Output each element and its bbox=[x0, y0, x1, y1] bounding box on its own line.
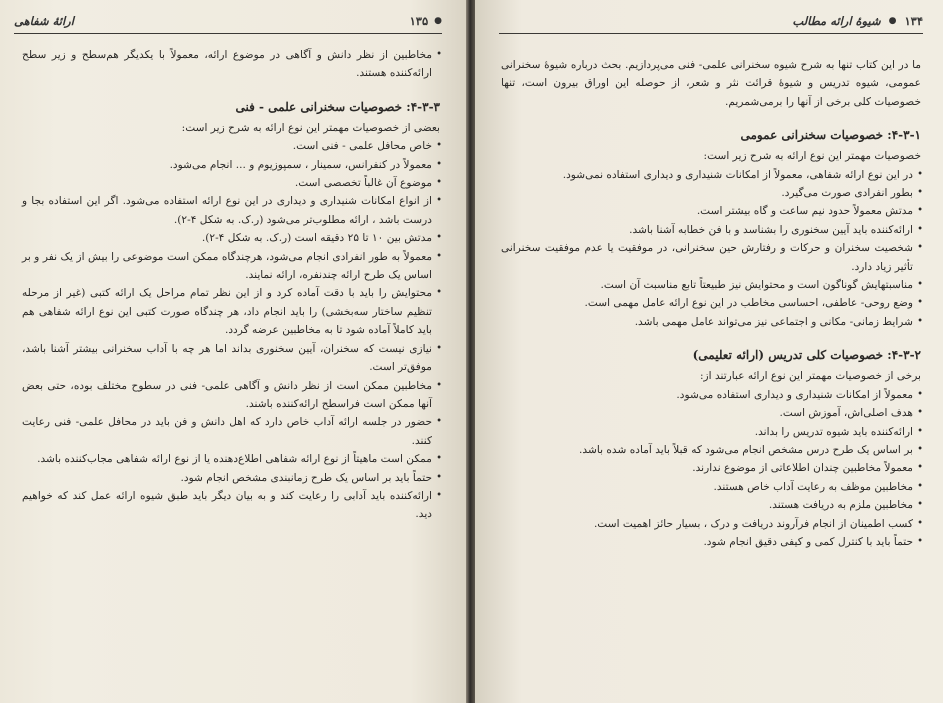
book-gutter bbox=[466, 0, 475, 703]
left-bullet: • مدتش بین ۱۰ تا ۲۵ دقیقه است (ر.ک. به شکل ۴-۲). bbox=[22, 229, 440, 247]
left-bullet: • نیازی نیست که سخنران، آیین سخنوری بداند اما هر چه با آداب سخنرانی بیشتر آشنا باشد، موفق‌تر است. bbox=[22, 340, 440, 377]
right-section2-bullet: • مخاطبین ملزم به دریافت هستند. bbox=[501, 496, 921, 514]
left-bullet: • معمولاً در کنفرانس، سمینار ، سمپوزیوم و ... انجام می‌شود. bbox=[22, 156, 440, 174]
left-bullet: • موضوع آن غالباً تخصصی است. bbox=[22, 174, 440, 192]
left-bullet: • حضور در جلسه ارائه آداب خاص دارد که اهل دانش و فن باید در محافل علمی- فنی رعایت کنند. bbox=[22, 413, 440, 450]
right-section2-heading: ۴-۳-۲: خصوصیات کلی تدریس (ارائه تعلیمی) bbox=[692, 348, 921, 363]
left-page bbox=[0, 0, 466, 703]
left-section-intro: بعضی از خصوصیات مهمتر این نوع ارائه به شرح زیر است: bbox=[181, 121, 440, 134]
right-section2-bullet: • کسب اطمینان از انجام فرآروند دریافت و درک ، بسیار حائز اهمیت است. bbox=[501, 515, 921, 533]
left-header-title: ارائهٔ شفاهی bbox=[14, 14, 74, 28]
right-section1-bullet: • در این نوع ارائه شفاهی، معمولاً از امکانات شنیداری و دیداری استفاده نمی‌شود. bbox=[501, 166, 921, 184]
right-section2-bullet: • بر اساس یک طرح درس مشخص انجام می‌شود که قبلاً باید آماده شده باشد. bbox=[501, 441, 921, 459]
right-section2-bullet: • مخاطبین موظف به رعایت آداب خاص هستند. bbox=[501, 478, 921, 496]
left-bullet: • از انواع امکانات شنیداری و دیداری در این نوع ارائه استفاده می‌شود. اگر این استفاده بجا و درست باشد ، ارائه مطلوب‌تر می‌شود (ر.ک. به شکل ۴-۲). bbox=[22, 192, 440, 229]
left-bullet: • مخاطبین ممکن است از نظر دانش و آگاهی علمی- فنی در سطوح مختلف بوده، حتی بعض آنها ممکن است فراسطح ارائه‌کننده باشند. bbox=[22, 377, 440, 414]
left-section-heading: ۴-۳-۳: خصوصیات سخنرانی علمی - فنی bbox=[235, 99, 440, 114]
right-section2-bullet: • حتماً باید با کنترل کمی و کیفی دقیق انجام شود. bbox=[501, 533, 921, 551]
left-running-head bbox=[14, 10, 442, 32]
left-bullet: • ارائه‌کننده باید آدابی را رعایت کند و به بیان دیگر باید طبق شیوه ارائه عمل کند که خواهیم دید. bbox=[22, 487, 440, 524]
right-section1-bullet: • وضع روحی- عاطفی، احساسی مخاطب در این نوع ارائه عامل مهمی است. bbox=[501, 294, 921, 312]
right-header-title: شیوهٔ ارائه مطالب bbox=[792, 14, 881, 28]
header-dot: ● bbox=[434, 16, 442, 26]
left-bullet: • محتوایش را باید با دقت آماده کرد و از این نظر تمام مراحل یک ارائه کتبی (غیر از مرحله تنظیم ساختار سه‌بخشی) را باید انجام داد، هر چندگاه صورت کتبی این نوع ارائه شفاهی هم باید کاملاً آماده شود تا به مخاطبین عرضه گردد. bbox=[22, 284, 440, 339]
right-section2-bullet: • معمولاً از امکانات شنیداری و دیداری استفاده می‌شود. bbox=[501, 386, 921, 404]
right-section2-bullet: • معمولاً مخاطبین چندان اطلاعاتی از موضوع ندارند. bbox=[501, 459, 921, 477]
left-bullet: • حتماً باید بر اساس یک طرح زمانبندی مشخص انجام شود. bbox=[22, 469, 440, 487]
right-section1-bullet: • مناسبتهایش گوناگون است و محتوایش نیز طبیعتاً تابع مناسبت آن است. bbox=[501, 276, 921, 294]
right-intro-paragraph: ما در این کتاب تنها به شرح شیوه سخنرانی علمی- فنی می‌پردازیم. بحث درباره شیوهٔ سخنرانی عمومی، شیوه تدریس و شیوهٔ قرائت نثر و شعر، از حوصله این اوراق بیرون است، تنها خصوصیات کلی برخی از آنها را برمی‌شمریم. bbox=[501, 59, 921, 108]
right-section2-bullet: • ارائه‌کننده باید شیوه تدریس را بداند. bbox=[501, 423, 921, 441]
right-section1-bullet: • مدتش معمولاً حدود نیم ساعت و گاه بیشتر است. bbox=[501, 202, 921, 220]
right-section1-intro: خصوصیات مهمتر این نوع ارائه به شرح زیر است: bbox=[703, 150, 921, 163]
right-page-content bbox=[501, 56, 921, 551]
right-section1-bullet: • بطور انفرادی صورت می‌گیرد. bbox=[501, 184, 921, 202]
right-section1-bullet: • شخصیت سخنران و حرکات و رفتارش حین سخنرانی، در موفقیت یا عدم موفقیت سخنرانی تأثیر زیاد دارد. bbox=[501, 239, 921, 276]
left-bullet: • خاص محافل علمی - فنی است. bbox=[22, 137, 440, 155]
right-page bbox=[475, 0, 943, 703]
right-running-head bbox=[499, 10, 923, 32]
left-page-number: ۱۳۵ bbox=[409, 14, 429, 28]
left-bullet: • معمولاً به طور انفرادی انجام می‌شود، هرچندگاه ممکن است موضوعی را بیش از یک نفر و بر اساس یک طرح ارائه چندنفره، ارائه نمایند. bbox=[22, 248, 440, 285]
left-header-rule bbox=[14, 33, 442, 34]
right-page-number: ۱۳۴ bbox=[904, 14, 923, 28]
left-intro-bullet: • مخاطبین از نظر دانش و آگاهی در موضوع ارائه، معمولاً با یکدیگر هم‌سطح و زیر سطح ارائه‌کننده هستند. bbox=[22, 46, 440, 83]
left-bullet: • ممکن است ماهیتاً از نوع ارائه شفاهی اطلاع‌دهنده یا از نوع ارائه شفاهی مجاب‌کننده باشد. bbox=[22, 450, 440, 468]
header-dot: ● bbox=[888, 16, 897, 26]
right-section1-heading: ۴-۳-۱: خصوصیات سخنرانی عمومی bbox=[740, 128, 921, 143]
right-header-rule bbox=[499, 33, 923, 34]
right-section2-bullet: • هدف اصلی‌اش، آموزش است. bbox=[501, 404, 921, 422]
left-page-number-group bbox=[410, 14, 442, 28]
right-section2-intro: برخی از خصوصیات مهمتر این نوع ارائه عبارتند از: bbox=[699, 370, 921, 383]
right-section1-bullet: • ارائه‌کننده باید آیین سخنوری را بشناسد و با فن خطابه آشنا باشد. bbox=[501, 221, 921, 239]
left-page-content bbox=[22, 46, 440, 524]
right-section1-bullet: • شرایط زمانی- مکانی و اجتماعی نیز می‌تواند عامل مهمی باشد. bbox=[501, 313, 921, 331]
